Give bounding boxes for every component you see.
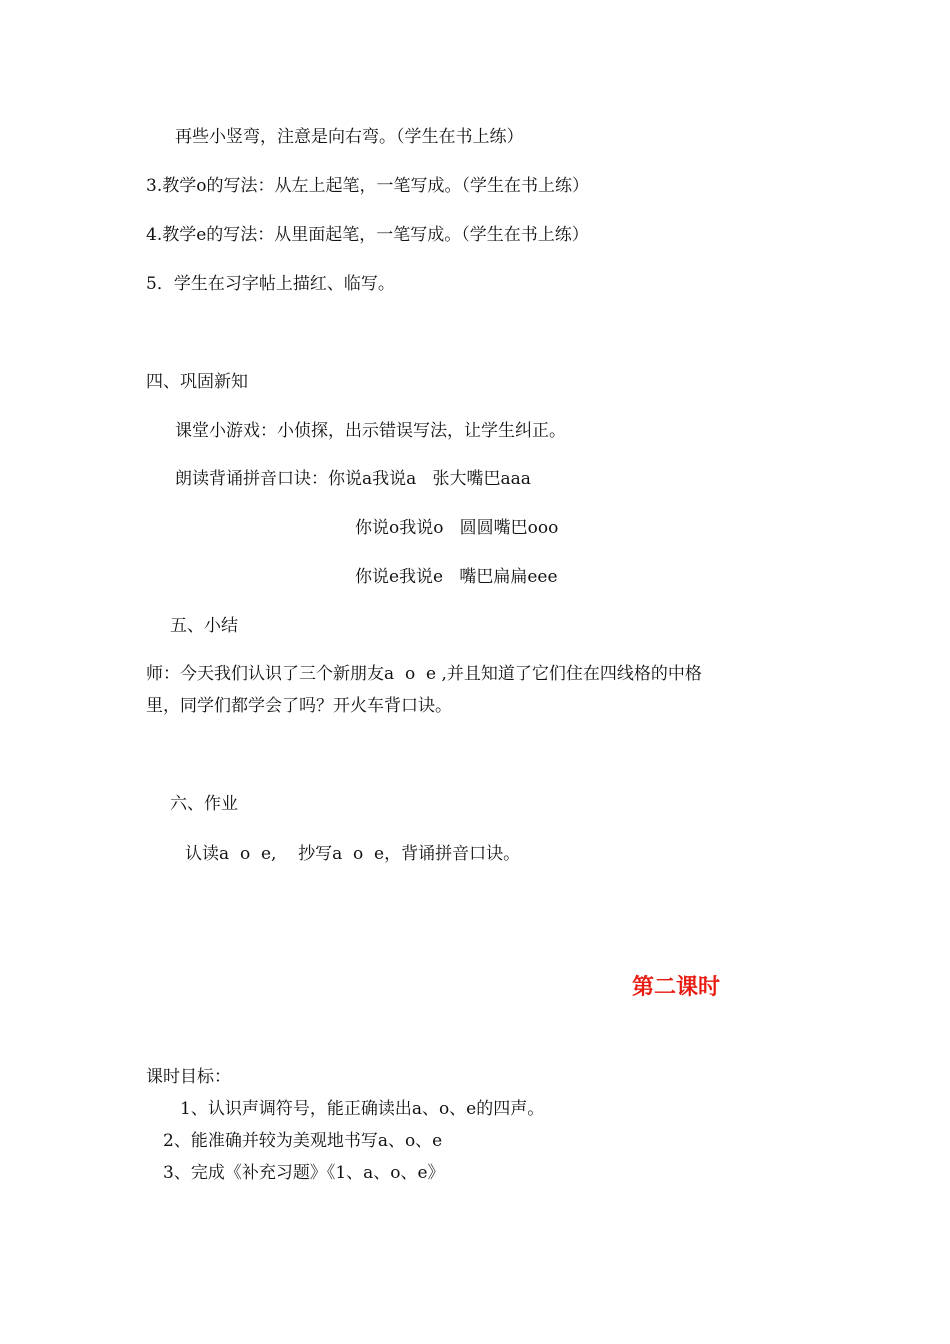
text-line-step-4: 4.教学e的写法：从里面起笔，一笔写成。（学生在书上练） [146, 225, 589, 245]
text-line-stroke-note: 再些小竖弯，注意是向右弯。（学生在书上练） [175, 127, 524, 147]
text-line-summary-2: 里，同学们都学会了吗？开火车背口诀。 [146, 696, 452, 716]
section-6-heading: 六、作业 [170, 794, 238, 814]
text-line-chant-o: 你说o我说o 圆圆嘴巴ooo [355, 518, 559, 538]
text-line-chant-e: 你说e我说e 嘴巴扁扁eee [355, 567, 558, 587]
goal-item-2: 2、能准确并较为美观地书写a、o、e [163, 1131, 443, 1151]
goal-item-1: 1、认识声调符号，能正确读出a、o、e的四声。 [180, 1099, 545, 1119]
section-4-heading: 四、巩固新知 [146, 372, 248, 392]
lesson-two-heading: 第二课时 [632, 975, 721, 1000]
section-5-heading: 五、小结 [170, 616, 238, 636]
goals-heading: 课时目标： [146, 1067, 231, 1087]
text-line-chant-a: 朗读背诵拼音口诀：你说a我说a 张大嘴巴aaa [175, 469, 531, 489]
text-line-step-3: 3.教学o的写法：从左上起笔，一笔写成。（学生在书上练） [146, 176, 589, 196]
goal-item-3: 3、完成《补充习题》《1、a、o、e》 [163, 1163, 445, 1183]
text-line-classroom-game: 课堂小游戏：小侦探，出示错误写法，让学生纠正。 [175, 421, 566, 441]
text-line-summary-1: 师：今天我们认识了三个新朋友a o e ,并且知道了它们住在四线格的中格 [146, 664, 702, 684]
text-line-homework: 认读a o e, 抄写a o e，背诵拼音口诀。 [185, 844, 521, 864]
text-line-step-5: 5．学生在习字帖上描红、临写。 [146, 274, 395, 294]
